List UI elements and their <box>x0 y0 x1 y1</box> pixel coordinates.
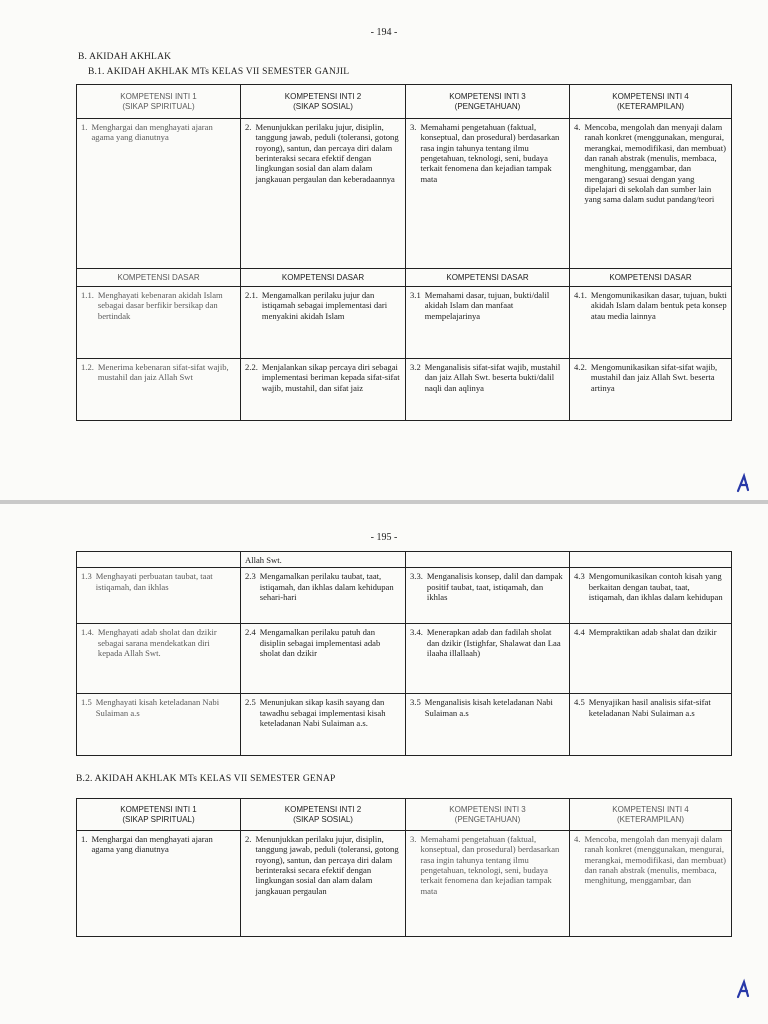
table-cell: 1.1. Menghayati kebenaran akidah Islam sebagai dasar berfikir bersikap dan bertindak <box>77 287 241 359</box>
table-cell: 3. Memahami pengetahuan (faktual, konseptual, dan prosedural) berdasarkan rasa ingin tahunya tentang ilmu pengetahuan, teknologi, seni, budaya terkait fenomena dan kejadian tampak mata <box>406 831 570 937</box>
table-cell: 2. Menunjukkan perilaku jujur, disiplin, tanggung jawab, peduli (toleransi, gotong royong), santun, dan percaya diri dalam berinteraksi secara efektif dengan lingkungan sosial dan alam dalam jangkauan pergaulan <box>241 831 406 937</box>
ki-header-cell: KOMPETENSI INTI 2 (SIKAP SOSIAL) <box>241 799 406 831</box>
ki-header-row <box>77 799 732 831</box>
ki-header-cell: KOMPETENSI INTI 1 (SIKAP SPIRITUAL) <box>77 85 241 119</box>
kd-header-row <box>77 269 732 287</box>
document-page-195 <box>0 504 768 1024</box>
kd-row <box>77 694 732 756</box>
subsection-title: B.1. AKIDAH AKHLAK MTs KELAS VII SEMESTER GANJIL <box>88 67 350 77</box>
ki-header-cell: KOMPETENSI INTI 1 (SIKAP SPIRITUAL) <box>77 799 241 831</box>
table-cell: 3.4. Menerapkan adab dan fadilah sholat dan dzikir (Istighfar, Shalawat dan Laa ilaaha illallaah) <box>406 624 570 694</box>
table-cell: 2.4 Mengamalkan perilaku patuh dan disiplin sebagai implementasi adab sholat dan dzikir <box>241 624 406 694</box>
handwritten-mark <box>733 978 753 1000</box>
ki-content-row <box>77 119 732 269</box>
kd-row <box>77 568 732 624</box>
table-cell: 3. Memahami pengetahuan (faktual, konseptual, dan prosedural) berdasarkan rasa ingin tahunya tentang ilmu pengetahuan, teknologi, seni, budaya terkait fenomena dan kejadian tampak mata <box>406 119 570 269</box>
handwritten-mark <box>733 472 753 494</box>
table-cell: 1.4. Menghayati adab sholat dan dzikir sebagai sarana mendekatkan diri kepada Allah Swt. <box>77 624 241 694</box>
table-cell: 2.1. Mengamalkan perilaku jujur dan istiqamah sebagai implementasi dari menyakini akidah Islam <box>241 287 406 359</box>
table-cell <box>406 552 570 568</box>
kd-header-cell: KOMPETENSI DASAR <box>406 269 570 287</box>
kd-row <box>77 287 732 359</box>
table-cell: 4.2. Mengomunikasikan sifat-sifat wajib, mustahil dan jaiz Allah Swt. beserta artinya <box>570 359 732 421</box>
table-cell: 1.5 Menghayati kisah keteladanan Nabi Sulaiman a.s <box>77 694 241 756</box>
kd-header-cell: KOMPETENSI DASAR <box>570 269 732 287</box>
table-cell <box>77 552 241 568</box>
table-cell: 2.5 Menunjukan sikap kasih sayang dan tawadhu sebagai implementasi kisah keteladanan Nabi Sulaiman a.s. <box>241 694 406 756</box>
ki-header-cell: KOMPETENSI INTI 3 (PENGETAHUAN) <box>406 85 570 119</box>
ki-header-cell: KOMPETENSI INTI 4 (KETERAMPILAN) <box>570 799 732 831</box>
page-number: - 195 - <box>370 532 398 543</box>
table-cell: 4.3 Mengomunikasikan contoh kisah yang berkaitan dengan taubat, taat, istiqamah, dan ikhlas dalam kehidupan <box>570 568 732 624</box>
table-cell: 3.5 Menganalisis kisah keteladanan Nabi Sulaiman a.s <box>406 694 570 756</box>
ki-header-cell: KOMPETENSI INTI 3 (PENGETAHUAN) <box>406 799 570 831</box>
table-cell: 2.2. Menjalankan sikap percaya diri sebagai implementasi beriman kepada sifat-sifat wajib, mustahil, dan sifat jaiz <box>241 359 406 421</box>
ki-content-row <box>77 831 732 937</box>
competency-table-ganjil-continued <box>76 551 732 756</box>
document-page-194 <box>0 0 768 500</box>
table-cell: 3.2 Menganalisis sifat-sifat wajib, mustahil dan jaiz Allah Swt. beserta bukti/dalil naqli dan aqlinya <box>406 359 570 421</box>
table-cell: 1.2. Menerima kebenaran sifat-sifat wajib, mustahil dan jaiz Allah Swt <box>77 359 241 421</box>
table-cell: 4.4 Mempraktikan adab shalat dan dzikir <box>570 624 732 694</box>
table-cell: 4. Mencoba, mengolah dan menyaji dalam ranah konkret (menggunakan, mengurai, merangkai, memodifikasi, dan membuat) dan ranah abstrak (menulis, membaca, menghitung, menggambar, dan <box>570 831 732 937</box>
table-cell: 4. Mencoba, mengolah dan menyaji dalam ranah konkret (menggunakan, mengurai, merangkai, memodifikasi, dan membuat) dan ranah abstrak (menulis, membaca, menghitung, menggambar, dan mengarang) sesuai dengan yang dipelajari di sekolah dan sumber lain yang sama dalam sudut pandang/teori <box>570 119 732 269</box>
table-cell: 4.1. Mengomunikasikan dasar, tujuan, bukti akidah Islam dalam bentuk peta konsep atau media lainnya <box>570 287 732 359</box>
ki-header-cell: KOMPETENSI INTI 2 (SIKAP SOSIAL) <box>241 85 406 119</box>
competency-table-genap <box>76 798 732 937</box>
table-cell: Allah Swt. <box>241 552 406 568</box>
table-cell: 2.3 Mengamalkan perilaku taubat, taat, istiqamah, dan ikhlas dalam kehidupan sehari-hari <box>241 568 406 624</box>
table-cell: 3.1 Memahami dasar, tujuan, bukti/dalil akidah Islam dan manfaat mempelajarinya <box>406 287 570 359</box>
kd-header-cell: KOMPETENSI DASAR <box>241 269 406 287</box>
table-cell: 1.3 Menghayati perbuatan taubat, taat istiqamah, dan ikhlas <box>77 568 241 624</box>
page-number: - 194 - <box>370 27 398 38</box>
subsection-title: B.2. AKIDAH AKHLAK MTs KELAS VII SEMESTER GENAP <box>76 774 336 784</box>
table-cell: 3.3. Menganalisis konsep, dalil dan dampak positif taubat, taat, istiqamah, dan ikhlas <box>406 568 570 624</box>
kd-header-cell: KOMPETENSI DASAR <box>77 269 241 287</box>
carry-over-row <box>77 552 732 568</box>
kd-row <box>77 359 732 421</box>
competency-table-ganjil <box>76 84 732 421</box>
table-cell <box>570 552 732 568</box>
section-title: B. AKIDAH AKHLAK <box>78 52 172 62</box>
ki-header-cell: KOMPETENSI INTI 4 (KETERAMPILAN) <box>570 85 732 119</box>
table-cell: 4.5 Menyajikan hasil analisis sifat-sifat keteladanan Nabi Sulaiman a.s <box>570 694 732 756</box>
kd-row <box>77 624 732 694</box>
table-cell: 1. Menghargai dan menghayati ajaran agama yang dianutnya <box>77 119 241 269</box>
table-cell: 1. Menghargai dan menghayati ajaran agama yang dianutnya <box>77 831 241 937</box>
table-cell: 2. Menunjukkan perilaku jujur, disiplin, tanggung jawab, peduli (toleransi, gotong royong), santun, dan percaya diri dalam berinteraksi secara efektif dengan lingkungan sosial dan alam dalam jangkauan pergaulan dan keberadaannya <box>241 119 406 269</box>
ki-header-row <box>77 85 732 119</box>
